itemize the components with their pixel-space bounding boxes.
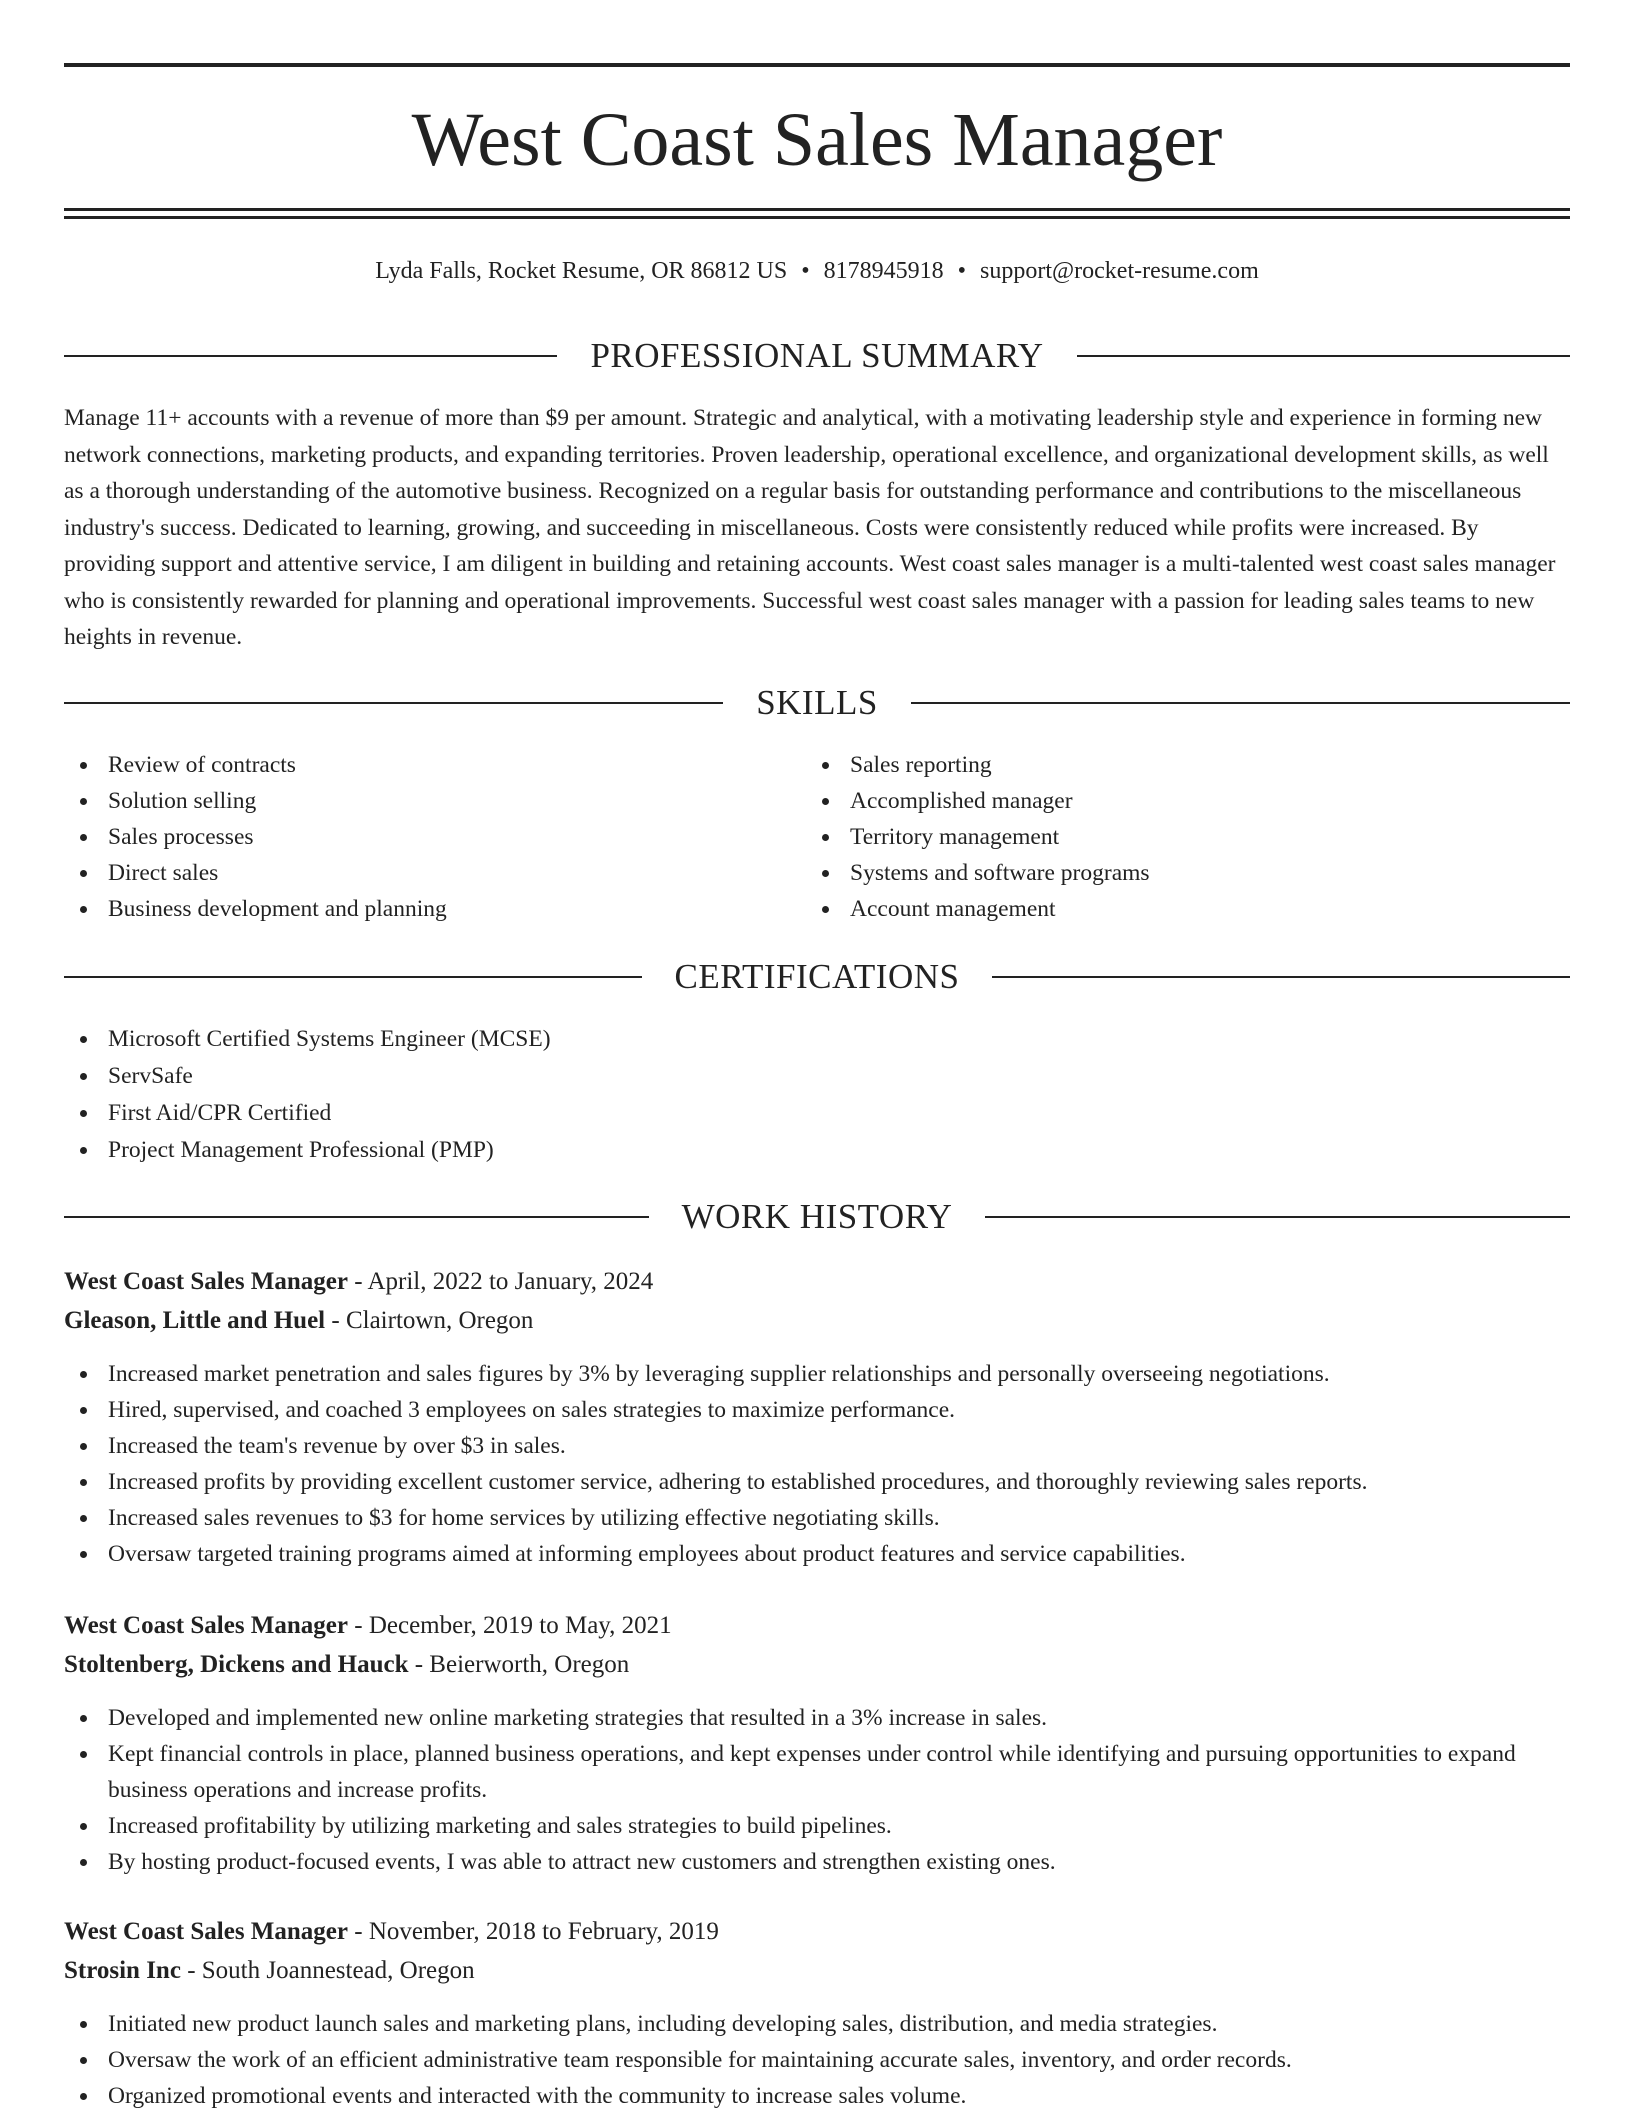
skill-item: Direct sales [64,855,804,891]
job-title-line [64,1912,1570,1951]
job-company: Stoltenberg, Dickens and Hauck [64,1651,409,1678]
job-bullet: Oversaw the work of an efficient administrative team responsible for maintaining accurate sales, inventory, and order records. [64,2042,1570,2078]
job-bullet: Organized promotional events and interacted with the community to increase sales volume. [64,2078,1570,2114]
heading-rule-right [992,976,1570,978]
skill-item: Accomplished manager [806,783,1570,819]
section-heading-skills [64,681,1570,725]
job-bullet: Hired, supervised, and coached 3 employees on sales strategies to maximize performance. [64,1392,1570,1428]
header-double-rule-upper [64,208,1570,211]
skill-item: Territory management [806,819,1570,855]
job-company-line [64,1645,1570,1684]
section-heading-certifications [64,955,1570,999]
job-entry [64,1262,1570,1572]
job-location: - South Joannestead, Oregon [180,1957,475,1984]
resume-title: West Coast Sales Manager [411,98,1223,182]
job-bullets [64,2006,1570,2114]
job-dates: - December, 2019 to May, 2021 [348,1612,672,1639]
contact-phone: 8178945918 [823,258,944,284]
job-company: Strosin Inc [64,1957,181,1984]
contact-address: Lyda Falls, Rocket Resume, OR 86812 US [375,258,788,284]
heading-rule-left [64,702,723,704]
skill-item: Review of contracts [64,747,804,783]
job-bullet: By hosting product-focused events, I was able to attract new customers and strengthen existing ones. [64,1844,1570,1880]
job-bullet: Increased profits by providing excellent customer service, adhering to established procedures, and thoroughly reviewing sales reports. [64,1464,1570,1500]
heading-rule-left [64,1216,649,1218]
certification-item: Project Management Professional (PMP) [64,1132,1570,1169]
heading-rule-left [64,355,557,357]
section-title: WORK HISTORY [681,1197,953,1236]
job-company-line [64,1951,1570,1990]
job-company: Gleason, Little and Huel [64,1307,326,1334]
skill-item: Systems and software programs [806,855,1570,891]
section-title: CERTIFICATIONS [674,957,960,996]
job-bullet: Developed and implemented new online marketing strategies that resulted in a 3% increase in sales. [64,1700,1570,1736]
job-bullet: Initiated new product launch sales and marketing plans, including developing sales, distribution, and media strategies. [64,2006,1570,2042]
section-title: SKILLS [756,683,878,722]
job-title-line [64,1262,1570,1301]
skill-item: Sales processes [64,819,804,855]
heading-rule-right [911,702,1570,704]
section-heading-summary [64,334,1570,378]
job-bullet: Increased sales revenues to $3 for home services by utilizing effective negotiating skills. [64,1500,1570,1536]
section-title: PROFESSIONAL SUMMARY [590,336,1044,375]
job-entry [64,1606,1570,1880]
skill-item: Solution selling [64,783,804,819]
header-top-rule [64,63,1570,67]
job-title-line [64,1606,1570,1645]
job-location: - Clairtown, Oregon [325,1307,534,1334]
heading-rule-right [1077,355,1570,357]
job-location: - Beierworth, Oregon [408,1651,630,1678]
job-bullet: Kept financial controls in place, planned business operations, and kept expenses under control while identifying and pursuing opportunities to expand business operations and increase profits. [64,1736,1570,1808]
job-bullet: Increased market penetration and sales figures by 3% by leveraging supplier relationships and personally overseeing negotiations. [64,1356,1570,1392]
job-bullets [64,1700,1570,1880]
job-title: West Coast Sales Manager [64,1612,348,1639]
job-dates: - November, 2018 to February, 2019 [348,1918,719,1945]
job-entry [64,1912,1570,2114]
certification-item: First Aid/CPR Certified [64,1095,1570,1132]
skills-list-left [64,747,804,927]
skill-item: Account management [806,891,1570,927]
certifications-list [64,1021,1570,1169]
job-dates: - April, 2022 to January, 2024 [348,1268,654,1295]
section-heading-work-history [64,1195,1570,1239]
heading-rule-left [64,976,642,978]
skill-item: Business development and planning [64,891,804,927]
contact-line [64,254,1570,288]
certification-item: Microsoft Certified Systems Engineer (MCSE) [64,1021,1570,1058]
skill-item: Sales reporting [806,747,1570,783]
job-bullet: Increased the team's revenue by over $3 in sales. [64,1428,1570,1464]
contact-separator: • [801,258,810,284]
summary-text: Manage 11+ accounts with a revenue of more than $9 per amount. Strategic and analytical, with a motivating leadership style and experience in forming new network connections, marketing products, and expanding territories. Proven leadership, operational excellence, and organizational development skills, as well as a thorough understanding of the automotive business. Recognized on a regular basis for outstanding performance and contributions to the miscellaneous industry's success. Dedicated to learning, growing, and succeeding in miscellaneous. Costs were consistently reduced while profits were increased. By providing support and attentive service, I am diligent in building and retaining accounts. West coast sales manager is a multi-talented west coast sales manager who is consistently rewarded for planning and operational improvements. Successful west coast sales manager with a passion for leading sales teams to new heights in revenue. [64,405,1556,650]
job-bullets [64,1356,1570,1572]
contact-email: support@rocket-resume.com [980,258,1259,284]
certification-item: ServSafe [64,1058,1570,1095]
header-double-rule-lower [64,216,1570,219]
skills-list-right [806,747,1570,927]
job-title: West Coast Sales Manager [64,1268,348,1295]
job-bullet: Oversaw targeted training programs aimed at informing employees about product features and service capabilities. [64,1536,1570,1572]
contact-separator: • [957,258,967,284]
job-bullet: Increased profitability by utilizing marketing and sales strategies to build pipelines. [64,1808,1570,1844]
job-title: West Coast Sales Manager [64,1918,348,1945]
heading-rule-right [985,1216,1570,1218]
job-company-line [64,1301,1570,1340]
